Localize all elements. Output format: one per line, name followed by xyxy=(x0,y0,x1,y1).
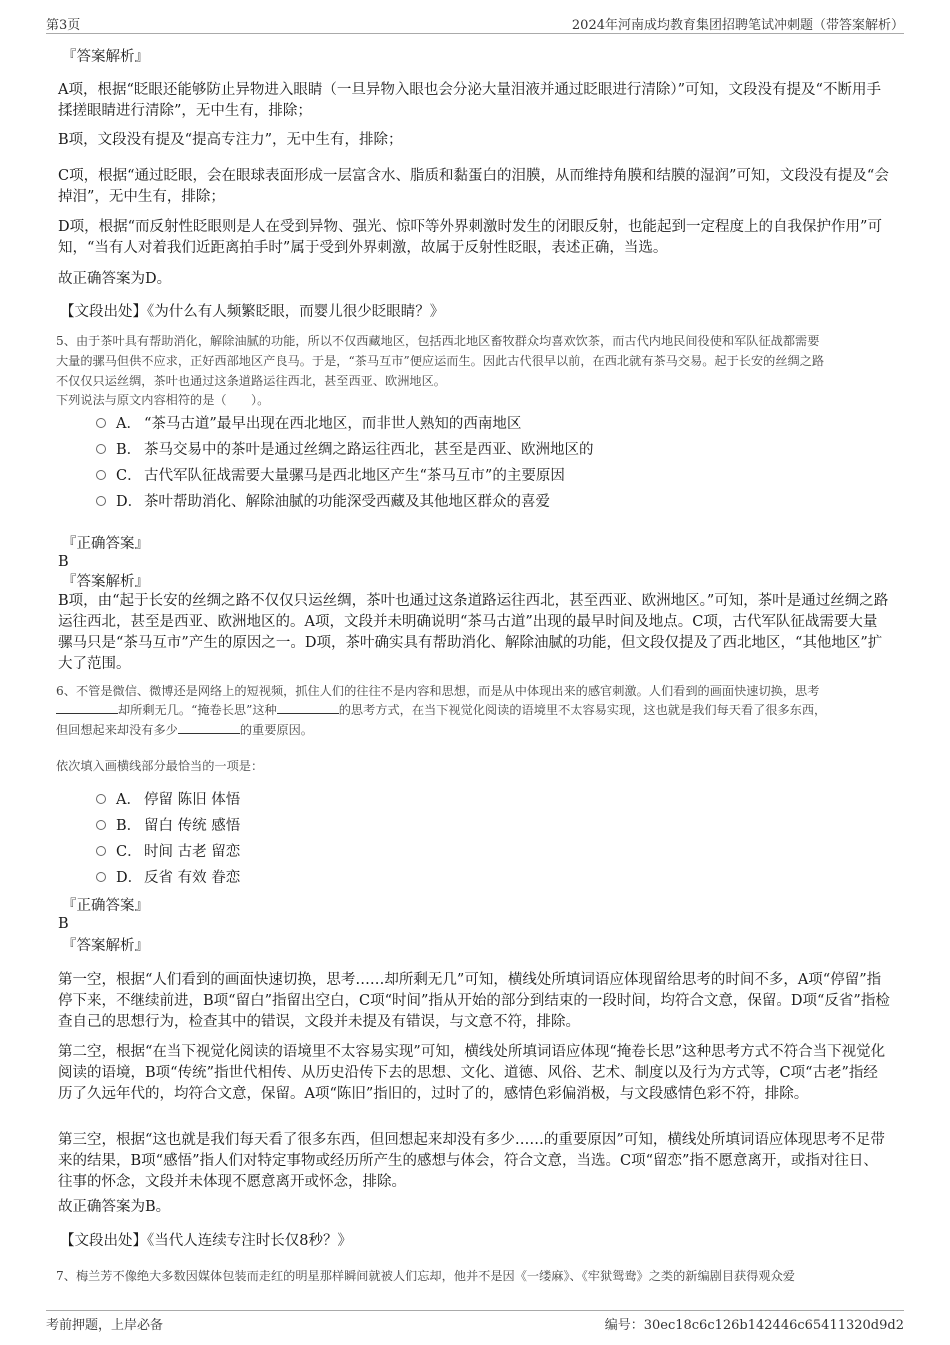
radio-button[interactable] xyxy=(96,872,106,882)
fill-blank xyxy=(56,701,118,714)
analysis-paragraph: B项，文段没有提及“提高专注力”，无中生有，排除； xyxy=(58,132,403,148)
analysis-paragraph: 第三空，根据“这也就是我们每天看了很多东西，但回想起来却没有多少……的重要原因”可知，横线处所填词语应体现思考不足带来的结果，B项“感悟”指人们对特定事物或经历所产生的感想与体会，符合文意，当选。C项“留恋”指不愿意离开，或指对往日、往事的怀念，文段并未体现不愿意离开或怀念，排除。 xyxy=(58,1132,885,1190)
analysis-label: 『答案解析』 xyxy=(62,938,149,954)
page-header xyxy=(46,14,904,34)
correct-answer-label: 『正确答案』 xyxy=(62,898,149,914)
radio-button[interactable] xyxy=(96,846,106,856)
document-code: 编号：30ec18c6c126b142446c65411320d9d2 xyxy=(604,1318,904,1333)
question-stem-line: 不仅仅只运丝绸，茶叶也通过这条道路运往西北，甚至西亚、欧洲地区。 xyxy=(56,374,446,388)
footer-divider xyxy=(46,1310,904,1311)
question-stem-line: 7、梅兰芳不像绝大多数因媒体包装而走红的明星那样瞬间就被人们忘却，他并不是因《一缕麻》、《牢狱鸳鸯》之类的新编剧目获得观众爱 xyxy=(56,1269,795,1283)
correct-answer: B xyxy=(58,554,69,570)
question-stem-line: 却所剩无几。“掩卷长思”这种 的思考方式，在当下视觉化阅读的语境里不太容易实现，这也就是我们每天看了很多东西， xyxy=(56,700,898,720)
correct-answer-label: 『正确答案』 xyxy=(62,536,149,552)
radio-button[interactable] xyxy=(96,470,106,480)
radio-button[interactable] xyxy=(96,794,106,804)
radio-button[interactable] xyxy=(96,820,106,830)
footer-slogan: 考前押题，上岸必备 xyxy=(46,1318,164,1333)
source-citation: 【文段出处】《为什么有人频繁眨眼，而婴儿很少眨眼睛？》 xyxy=(60,304,445,320)
document-title: 2024年河南成均教育集团招聘笔试冲刺题（带答案解析） xyxy=(571,18,904,33)
question-stem-line: 但回想起来却没有多少 的重要原因。 xyxy=(56,723,313,737)
question-prompt: 依次填入画横线部分最恰当的一项是： xyxy=(56,759,264,773)
final-answer: 故正确答案为B。 xyxy=(58,1199,171,1215)
option-c[interactable]: C． 时间 古老 留恋 xyxy=(96,842,240,862)
page-footer xyxy=(46,1314,904,1334)
question-prompt: 下列说法与原文内容相符的是（ ）。 xyxy=(56,393,270,407)
radio-button[interactable] xyxy=(96,418,106,428)
option-b[interactable]: B． 留白 传统 感悟 xyxy=(96,816,240,836)
option-c[interactable]: C． 古代军队征战需要大量骡马是西北地区产生“茶马互市”的主要原因 xyxy=(96,466,565,486)
analysis-label: 『答案解析』 xyxy=(62,49,149,65)
option-b[interactable]: B． 茶马交易中的茶叶是通过丝绸之路运往西北，甚至是西亚、欧洲地区的 xyxy=(96,440,594,460)
header-divider xyxy=(46,33,904,34)
analysis-label: 『答案解析』 xyxy=(62,574,149,590)
option-a[interactable]: A． 停留 陈旧 体悟 xyxy=(96,790,240,810)
correct-answer: B xyxy=(58,916,69,932)
question-stem-line: 6、不管是微信、微博还是网络上的短视频，抓住人们的往往不是内容和思想，而是从中体现出来的感官刺激。人们看到的画面快速切换，思考 xyxy=(56,684,820,698)
analysis-paragraph: 第一空，根据“人们看到的画面快速切换，思考……却所剩无几”可知，横线处所填词语应体现留给思考的时间不多，A项“停留”指停下来，不继续前进，B项“留白”指留出空白，C项“时间”指从开始的部分到结束的一段时间，均符合文意，保留。D项“反省”指检查自己的思想行为，检查其中的错误，文段并未提及有错误，与文意不符，排除。 xyxy=(58,972,890,1030)
analysis-paragraph: A项，根据“眨眼还能够防止异物进入眼睛（一旦异物入眼也会分泌大量泪液并通过眨眼进行清除）”可知，文段没有提及“不断用手揉搓眼睛进行清除”，无中生有，排除； xyxy=(58,82,881,119)
fill-blank xyxy=(277,701,339,714)
analysis-paragraph: 第二空，根据“在当下视觉化阅读的语境里不太容易实现”可知，横线处所填词语应体现“掩卷长思”这种思考方式不符合当下视觉化阅读的语境，B项“传统”指世代相传、从历史沿传下去的思想、文化、道德、风俗、艺术、制度以及行为方式等，C项“古老”指经历了久远年代的，均符合文意，保留。A项“陈旧”指旧的，过时了的，感情色彩偏消极，与文段感情色彩不符，排除。 xyxy=(58,1044,886,1102)
analysis-paragraph: C项，根据“通过眨眼，会在眼球表面形成一层富含水、脂质和黏蛋白的泪膜，从而维持角膜和结膜的湿润”可知，文段没有提及“会掉泪”，无中生有，排除； xyxy=(58,168,889,205)
analysis-paragraph: D项，根据“而反射性眨眼则是人在受到异物、强光、惊吓等外界刺激时发生的闭眼反射，也能起到一定程度上的自我保护作用”可知，“当有人对着我们近距离拍手时”属于受到外界刺激，故属于反射性眨眼，表述正确，当选。 xyxy=(58,219,882,256)
question-stem-line: 5、由于茶叶具有帮助消化，解除油腻的功能，所以不仅西藏地区，包括西北地区畜牧群众均喜欢饮茶，而古代内地民间役使和军队征战都需要 xyxy=(56,334,820,348)
option-d[interactable]: D． 茶叶帮助消化、解除油腻的功能深受西藏及其他地区群众的喜爱 xyxy=(96,492,550,512)
analysis-paragraph: B项，由“起于长安的丝绸之路不仅仅只运丝绸，茶叶也通过这条道路运往西北，甚至西亚、欧洲地区。”可知，茶叶是通过丝绸之路运往西北，甚至是西亚、欧洲地区的。A项，文段并未明确说明“茶马古道”出现的最早时间及地点。C项，古代军队征战需要大量骡马只是“茶马互市”产生的原因之一。D项，茶叶确实具有帮助消化、解除油腻的功能，但文段仅提及了西北地区，“其他地区”扩大了范围。 xyxy=(58,593,889,672)
option-a[interactable]: A． “茶马古道”最早出现在西北地区，而非世人熟知的西南地区 xyxy=(96,414,521,434)
page-number: 第3页 xyxy=(46,18,81,33)
option-d[interactable]: D． 反省 有效 眷恋 xyxy=(96,868,240,888)
fill-blank xyxy=(178,721,240,734)
question-stem-line: 大量的骡马但供不应求，正好西部地区产良马。于是，“茶马互市”便应运而生。因此古代很早以前，在西北就有茶马交易。起于长安的丝绸之路 xyxy=(56,354,825,368)
source-citation: 【文段出处】《当代人连续专注时长仅8秒？》 xyxy=(60,1233,352,1249)
radio-button[interactable] xyxy=(96,496,106,506)
radio-button[interactable] xyxy=(96,444,106,454)
final-answer: 故正确答案为D。 xyxy=(58,271,172,287)
